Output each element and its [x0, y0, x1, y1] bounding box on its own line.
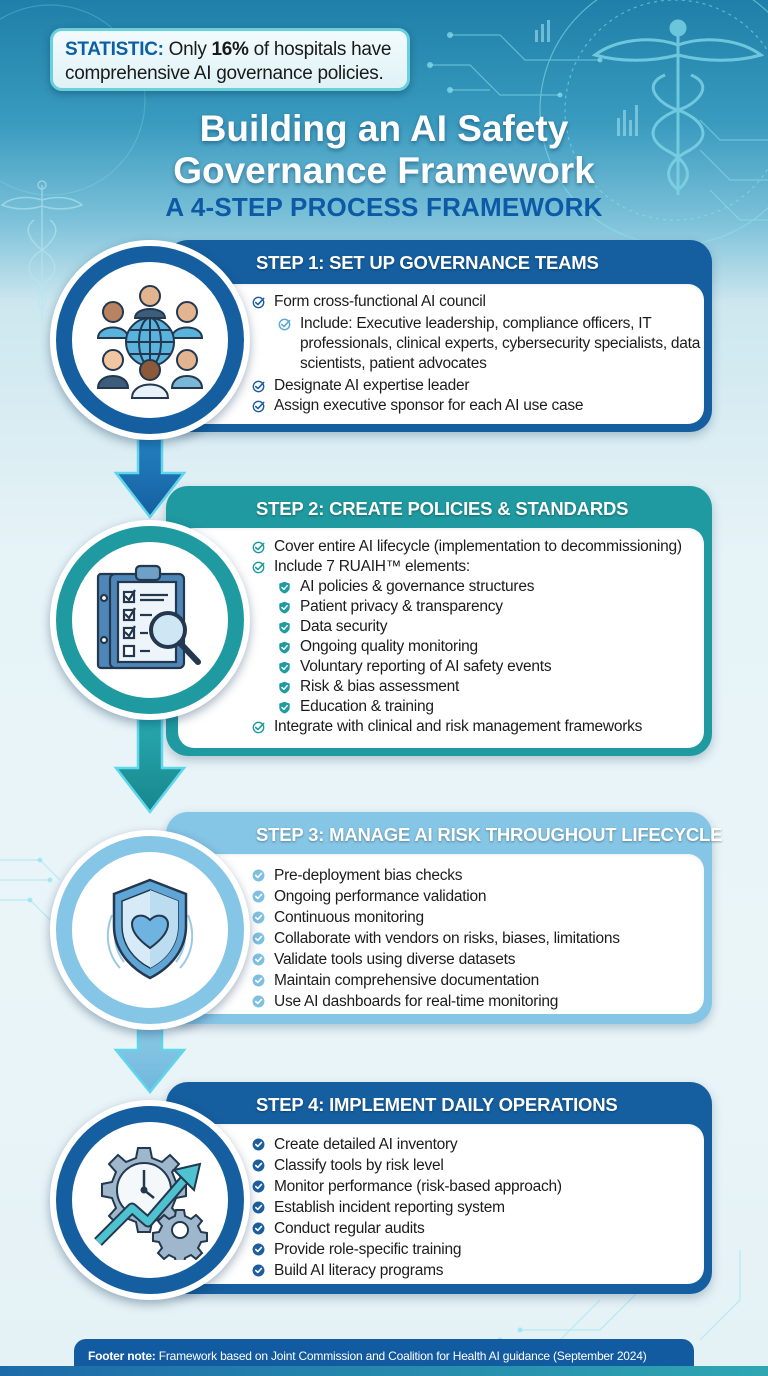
step-3-title: STEP 3: MANAGE AI RISK THROUGHOUT LIFECYCLE — [256, 824, 723, 845]
list-item-sub: Ongoing quality monitoring — [278, 637, 682, 657]
step-2-icon-badge — [50, 520, 250, 720]
list-item: Include 7 RUAIH™ elements: — [252, 557, 682, 577]
shield-check-icon — [278, 641, 291, 654]
step-4-list — [252, 1134, 562, 1281]
gear-clock-trend-icon — [90, 1140, 210, 1260]
list-item: Classify tools by risk level — [252, 1155, 562, 1176]
step-2-list — [252, 537, 682, 737]
list-item: Monitor performance (risk-based approach) — [252, 1176, 562, 1197]
shield-check-icon — [278, 581, 291, 594]
list-item: Provide role-specific training — [252, 1239, 562, 1260]
check-badge-icon — [252, 1222, 265, 1235]
step-3-list — [252, 865, 620, 1012]
step-1-list — [252, 292, 703, 416]
check-badge-icon — [252, 1138, 265, 1151]
list-item: Use AI dashboards for real-time monitoring — [252, 991, 620, 1012]
list-item: Form cross-functional AI council — [252, 292, 703, 312]
title-line-2: Governance Framework — [173, 150, 595, 191]
list-item-sub: Voluntary reporting of AI safety events — [278, 657, 682, 677]
statistic-text-rest: of hospitals have comprehensive AI governance policies. — [65, 39, 392, 84]
check-circle-icon — [252, 400, 265, 413]
list-item: Establish incident reporting system — [252, 1197, 562, 1218]
shield-heart-icon — [90, 870, 210, 990]
title-line-1: Building an AI Safety — [199, 108, 569, 149]
list-item: Build AI literacy programs — [252, 1260, 562, 1281]
check-circle-icon — [252, 296, 265, 309]
shield-check-icon — [278, 601, 291, 614]
list-item: Collaborate with vendors on risks, biases, limitations — [252, 928, 620, 949]
list-item-sub: Risk & bias assessment — [278, 677, 682, 697]
list-item-sub: Data security — [278, 617, 682, 637]
clipboard-magnifier-icon — [90, 560, 210, 680]
check-badge-icon — [252, 1201, 265, 1214]
list-item: Continuous monitoring — [252, 907, 620, 928]
step-4-icon-badge — [50, 1100, 250, 1300]
page-title — [0, 108, 768, 192]
team-globe-icon — [90, 280, 210, 400]
step-1-icon-badge — [50, 240, 250, 440]
list-item: Create detailed AI inventory — [252, 1134, 562, 1155]
list-item: Integrate with clinical and risk management frameworks — [252, 717, 682, 737]
list-item: Cover entire AI lifecycle (implementation to decommissioning) — [252, 537, 682, 557]
list-item: Validate tools using diverse datasets — [252, 949, 620, 970]
footer-label: Footer note: — [88, 1349, 156, 1363]
check-circle-icon — [278, 318, 291, 331]
check-badge-icon — [252, 911, 265, 924]
check-badge-icon — [252, 932, 265, 945]
shield-check-icon — [278, 681, 291, 694]
shield-check-icon — [278, 621, 291, 634]
check-circle-icon — [252, 380, 265, 393]
check-badge-icon — [252, 869, 265, 882]
step-1-title: STEP 1: SET UP GOVERNANCE TEAMS — [256, 252, 599, 273]
list-item-sub: Include: Executive leadership, compliance officers, IT professionals, clinical experts, cybersecurity specialists, data scientists, patient advocates — [278, 314, 703, 374]
footer-text: Framework based on Joint Commission and Coalition for Health AI guidance (September 2024) — [155, 1349, 647, 1363]
check-badge-icon — [252, 1180, 265, 1193]
list-item: Ongoing performance validation — [252, 886, 620, 907]
step-2-title: STEP 2: CREATE POLICIES & STANDARDS — [256, 498, 629, 519]
check-badge-icon — [252, 890, 265, 903]
check-badge-icon — [252, 953, 265, 966]
shield-check-icon — [278, 701, 291, 714]
list-item: Pre-deployment bias checks — [252, 865, 620, 886]
shield-check-icon — [278, 661, 291, 674]
check-badge-icon — [252, 1264, 265, 1277]
check-badge-icon — [252, 974, 265, 987]
list-item: Conduct regular audits — [252, 1218, 562, 1239]
list-item: Maintain comprehensive documentation — [252, 970, 620, 991]
list-item-sub: AI policies & governance structures — [278, 577, 682, 597]
list-item-sub: Patient privacy & transparency — [278, 597, 682, 617]
check-circle-icon — [252, 541, 265, 554]
step-4-title: STEP 4: IMPLEMENT DAILY OPERATIONS — [256, 1094, 618, 1115]
list-item: Designate AI expertise leader — [252, 376, 703, 396]
check-badge-icon — [252, 1159, 265, 1172]
list-item-sub: Education & training — [278, 697, 682, 717]
check-badge-icon — [252, 1243, 265, 1256]
bottom-bar — [0, 1366, 768, 1376]
statistic-text: Only — [163, 39, 212, 60]
statistic-label: STATISTIC: — [65, 39, 164, 60]
list-item: Assign executive sponsor for each AI use case — [252, 396, 703, 416]
page-subtitle: A 4-STEP PROCESS FRAMEWORK — [165, 192, 603, 222]
check-circle-icon — [252, 721, 265, 734]
step-3-icon-badge — [50, 830, 250, 1030]
check-circle-icon — [252, 561, 265, 574]
check-badge-icon — [252, 995, 265, 1008]
statistic-percent: 16% — [211, 39, 249, 60]
statistic-callout — [50, 28, 410, 91]
